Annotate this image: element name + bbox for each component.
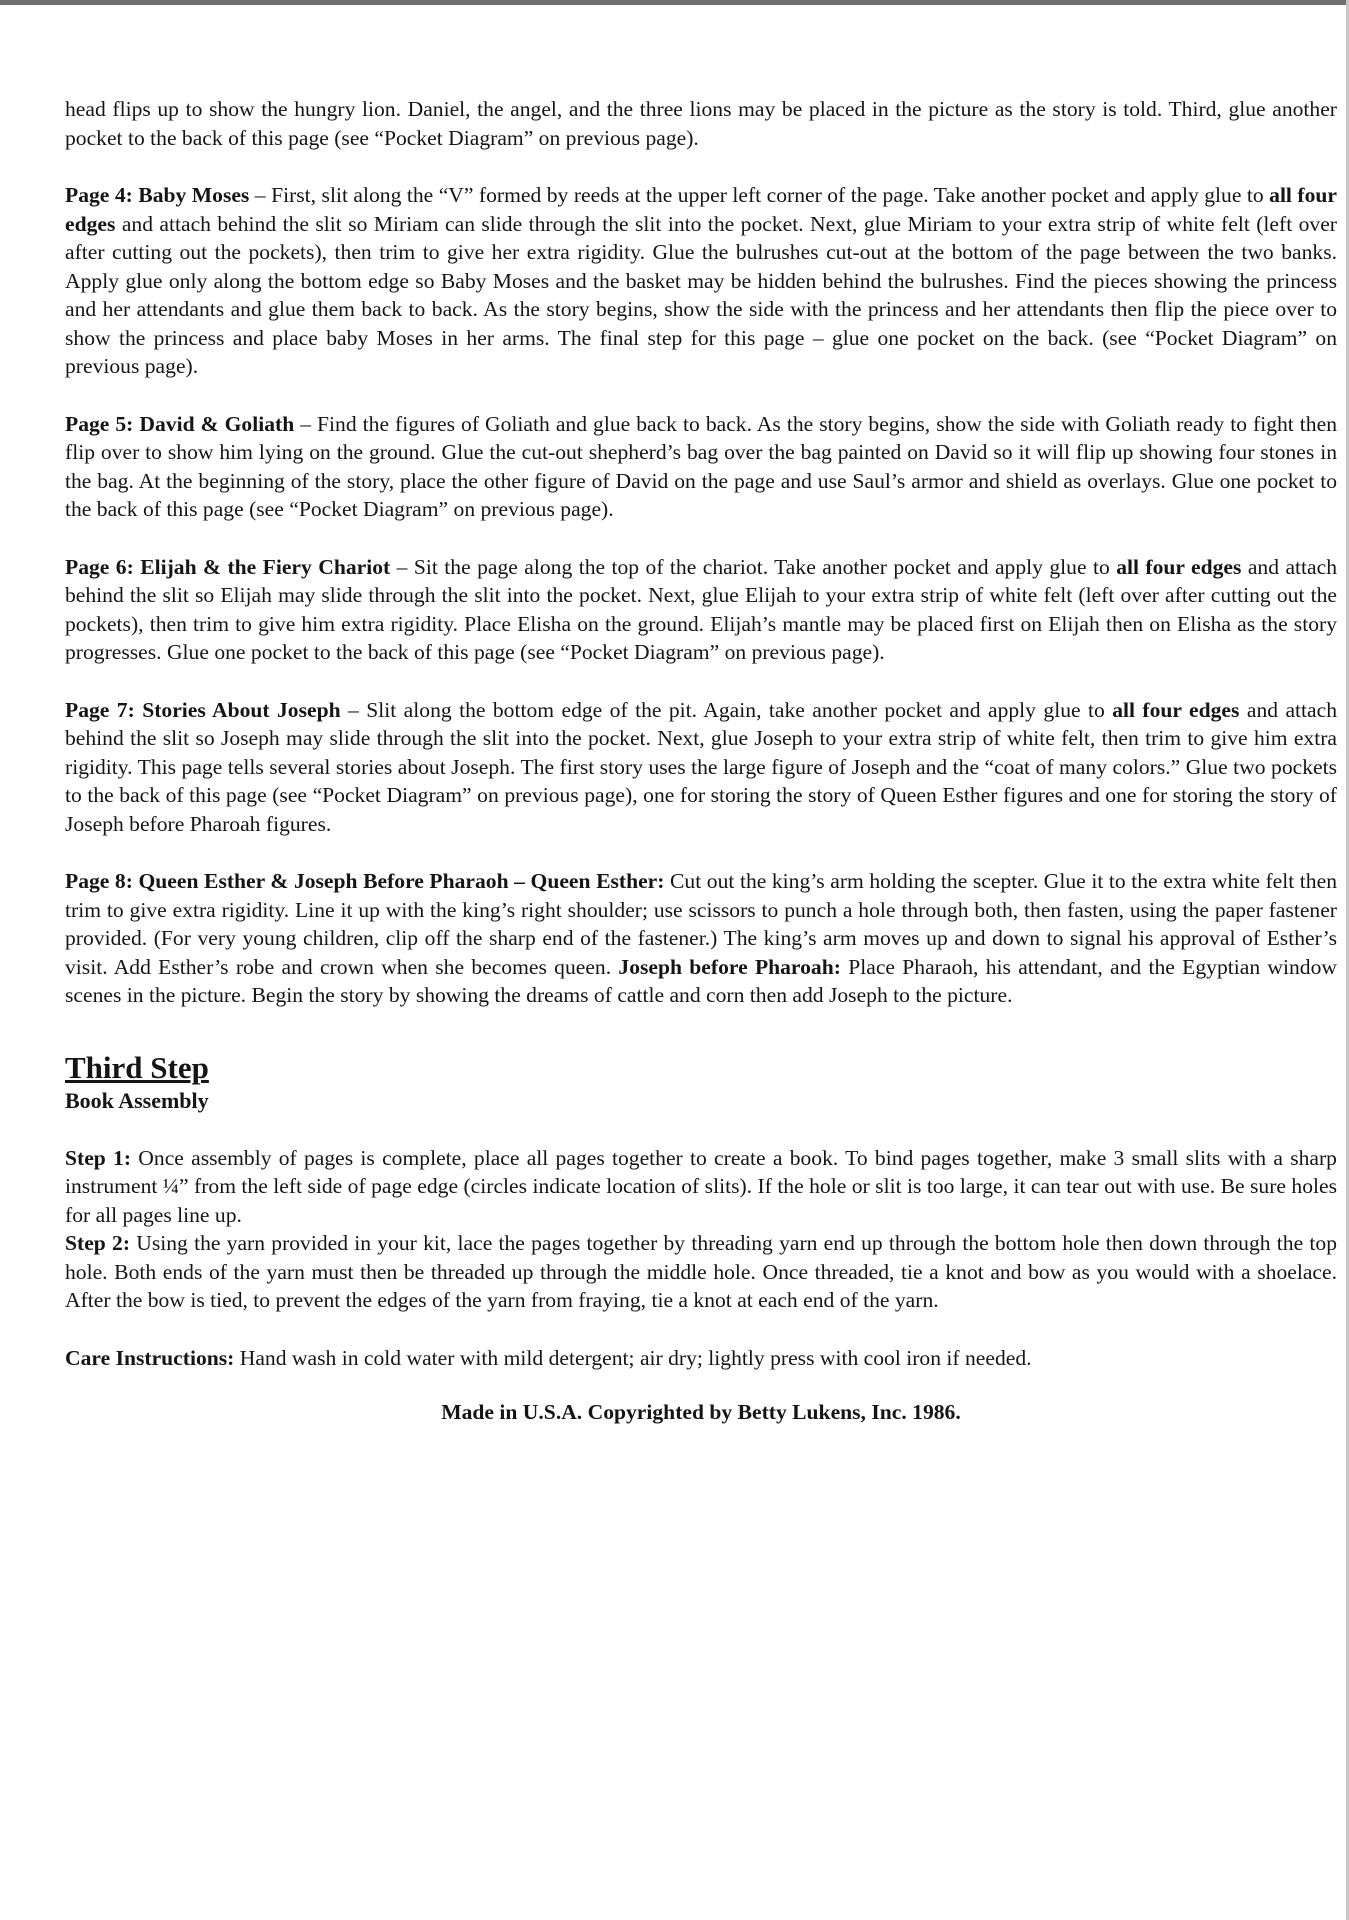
section-title: Third Step [65,1049,209,1085]
page-6-heading: Page 6: Elijah & the Fiery Chariot [65,554,391,579]
page-7-bold: all four edges [1112,697,1240,722]
page-4-paragraph [65,181,1337,381]
step-2-label: Step 2: [65,1231,131,1255]
care-text: Hand wash in cold water with mild detergent; air dry; lightly press with cool iron if needed. [234,1345,1032,1370]
page-8-text-b: Place Pharaoh, his attendant, and the Egyptian window scenes in the picture. Begin the story by showing the dreams of cattle and corn then add Joseph to the picture. [65,954,1337,1007]
step-1-text: Once assembly of pages is complete, place all pages together to create a book. To bind pages together, make 3 small slits with a sharp instrument ¼” from the left side of page edge (circles indicate location of slits). If the hole or slit is too large, it can tear out with use. Be sure holes for all pages line up. [65,1145,1337,1227]
page-8-heading: Page 8: Queen Esther & Joseph Before Pharaoh – Queen Esther: [65,869,665,893]
page-4-text-b: and attach behind the slit so Miriam can slide through the slit into the pocket. Next, glue Miriam to your extra strip of white felt (left over after cutting out the pockets), then trim to give her extra rigidity. Glue the bulrushes cut-out at the bottom of the page between the two banks. Apply glue only along the bottom edge so Baby Moses and the basket may be hidden behind the bulrushes. Find the pieces showing the princess and her attendants and glue them back to back. As the story begins, show the side with the princess and her attendants then flip the piece over to show the princess and place baby Moses in her arms. The final step for this page – glue one pocket on the back. (see “Pocket Diagram” on previous page). [65,211,1337,378]
step-2-paragraph [65,1229,1337,1315]
page-7-text-b: and attach behind the slit so Joseph may slide through the slit into the pocket. Next, glue Joseph to your extra strip of white felt, then trim to give him extra rigidity. This page tells several stories about Joseph. The first story uses the large figure of Joseph and the “coat of many colors.” Glue two pockets to the back of this page (see “Pocket Diagram” on previous page), one for storing the story of Queen Esther figures and one for storing the story of Joseph before Pharoah figures. [65,697,1338,836]
care-label: Care Instructions: [65,1345,235,1370]
page-6-text-a: – Sit the page along the top of the chariot. Take another pocket and apply glue to [390,554,1117,579]
page-5-heading: Page 5: David & Goliath [65,411,295,436]
page-4-heading: Page 4: Baby Moses [65,183,250,207]
page-7-paragraph [65,696,1337,839]
page-6-bold: all four edges [1116,554,1242,579]
step-2-text: Using the yarn provided in your kit, lace the pages together by threading yarn end up through the bottom hole then down through the top hole. Both ends of the yarn must then be threaded up through the middle hole. Once threaded, tie a knot and bow as you would with a shoelace. After the bow is tied, to prevent the edges of the yarn from fraying, tie a knot at each end of the yarn. [65,1231,1337,1312]
page-8-paragraph [65,867,1337,1010]
page-6-text-b: and attach behind the slit so Elijah may slide through the slit into the pocket. Next, glue Elijah to your extra strip of white felt (left over after cutting out the pockets), then trim to give him extra rigidity. Place Elisha on the ground. Elijah’s mantle may be placed first on Elijah then on Elisha as the story progresses. Glue one pocket to the back of this page (see “Pocket Diagram” on previous page). [65,554,1338,664]
intro-paragraph: head flips up to show the hungry lion. Daniel, the angel, and the three lions may be placed in the picture as the story is told. Third, glue another pocket to the back of this page (see “Pocket Diagram” on previous page). [65,97,1337,150]
page-7-text-a: – Slit along the bottom edge of the pit. Again, take another pocket and apply glue to [340,697,1113,722]
copyright-footer: Made in U.S.A. Copyrighted by Betty Lukens, Inc. 1986. [441,1400,961,1424]
page-4-bold: all four edges [65,183,1337,236]
care-paragraph [65,1344,1337,1373]
page-5-text-a: – Find the figures of Goliath and glue back to back. As the story begins, show the side with Goliath ready to fight then flip over to show him lying on the ground. Glue the cut-out shepherd’s bag over the bag painted on David so it will flip up showing four stones in the bag. At the beginning of the story, place the other figure of David on the page and use Saul’s armor and shield as overlays. Glue one pocket to the back of this page (see “Pocket Diagram” on previous page). [65,411,1337,521]
step-1-paragraph [65,1144,1337,1230]
page-4-text-a: – First, slit along the “V” formed by reeds at the upper left corner of the page. Take another pocket and apply glue to [249,183,1270,207]
step-1-label: Step 1: [65,1145,132,1170]
page-7-heading: Page 7: Stories About Joseph [65,697,341,722]
document-page [65,95,1337,1425]
section-subtitle: Book Assembly [65,1087,209,1113]
page-5-paragraph [65,410,1337,524]
scan-edge-top [0,0,1349,5]
page-6-paragraph [65,553,1337,667]
page-8-text-a: Cut out the king’s arm holding the scepter. Glue it to the extra white felt then trim to give extra rigidity. Line it up with the king’s right shoulder; use scissors to punch a hole through both, then fasten, using the paper fastener provided. (For very young children, clip off the sharp end of the fastener.) The king’s arm moves up and down to signal his approval of Esther’s visit. Add Esther’s robe and crown when she becomes queen. [65,869,1337,979]
page-8-bold: Joseph before Pharoah: [618,954,841,979]
